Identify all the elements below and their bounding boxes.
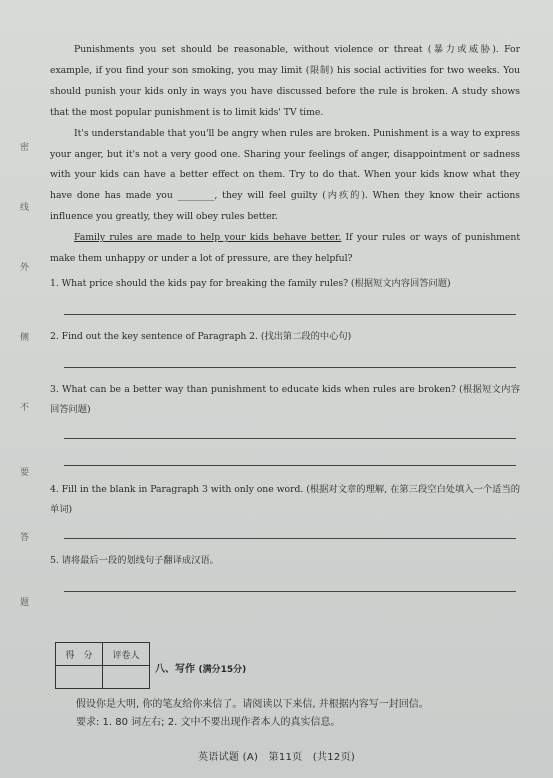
side-char: 外 [20,263,30,273]
grader-cell[interactable] [103,666,150,689]
writing-prompt [76,696,429,732]
side-char: 侧 [20,333,30,343]
score-label: 得 分 [56,643,103,666]
question-1: 1. What price should the kids pay for breaking the family rules? (根据短文内容回答问题) [50,277,451,289]
underlined-sentence: Family rules are made to help your kids behave better. [74,232,342,244]
question-4: 4. Fill in the blank in Paragraph 3 with only one word. (根据对文章的理解, 在第三段空白处填入一个适当的单词) [50,483,520,515]
prompt-line-2: 要求: 1. 80 词左右; 2. 文中不要出现作者本人的真实信息。 [76,717,341,728]
side-char: 答 [20,533,30,543]
side-char: 不 [20,403,30,413]
section-points: (满分15分) [198,665,247,675]
side-char: 密 [20,143,30,153]
paragraph-3-rest: If your rules or ways of punishment make them unhappy or under a lot of pressure, are they helpful? [50,232,520,265]
paragraph-3 [50,228,520,270]
side-char: 要 [20,468,30,478]
question-5: 5. 请将最后一段的划线句子翻译成汉语。 [50,554,219,566]
paragraph-1: Punishments you set should be reasonable, without violence or threat (暴力或威胁). For example, if you find your son smoking, you may limit (限制) his social activities for two weeks. You should punish your kids only in ways you have discussed before the rule is broken. A study shows that the most popular punishment is to limit kids' TV time. [50,44,520,118]
question-3: 3. What can be a better way than punishment to educate kids when rules are broken? (根据短文内容回答问题) [50,383,520,415]
prompt-line-1: 假设你是大明, 你的笔友给你来信了。请阅读以下来信, 并根据内容写一封回信。 [76,699,429,710]
score-box [55,642,150,689]
passage [50,40,520,592]
section-title: 八、写作 [155,664,195,675]
question-2: 2. Find out the key sentence of Paragraph 2. (找出第二段的中心句) [50,330,352,342]
grader-label: 评卷人 [103,643,150,666]
paragraph-2: It's understandable that you'll be angry when rules are broken. Punishment is a way to express your anger, but it's not a very good one. Sharing your feelings of anger, disappointment or sadness with your kids can have a better effect on them. Try to do that. When your kids know what they have done has made you ________, they will feel guilty (内疚的). When they know their actions influence you greatly, they will obey rules better. [50,127,520,223]
side-char: 线 [20,203,30,213]
score-cell[interactable] [56,666,103,689]
page-footer: 英语试题 (A) 第11页 (共12页) [198,752,356,763]
side-char: 题 [20,598,30,608]
side-margin-notice [20,130,38,630]
answer-line-5[interactable] [64,591,516,592]
writing-section-title [155,660,246,675]
